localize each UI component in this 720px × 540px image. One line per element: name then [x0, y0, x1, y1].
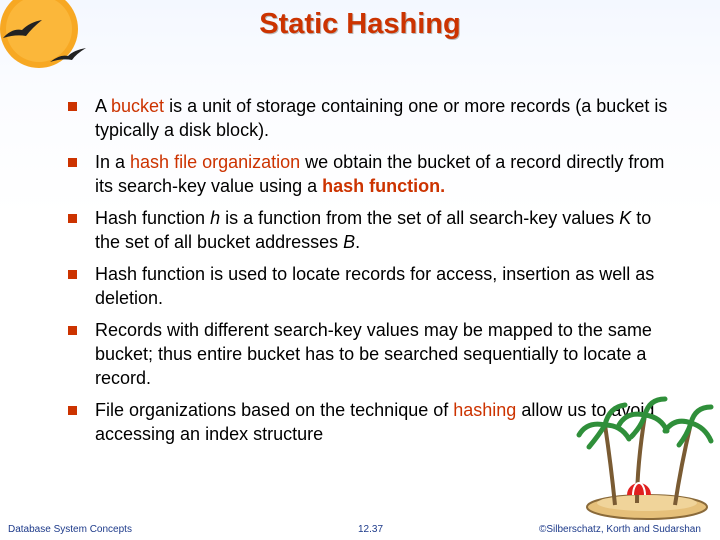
bullet-text: h [210, 208, 221, 228]
bullet-text: . [355, 232, 361, 252]
highlighted-term: hashing [453, 400, 517, 420]
bullet-item [68, 318, 668, 390]
square-bullet-icon [68, 270, 77, 279]
highlighted-term: bucket [111, 96, 165, 116]
bullet-text: we obtain the bucket of a record directly from its search-key value using a [95, 152, 665, 196]
bullet-text: is a unit of storage containing one or more records (a bucket is typically a disk block). [95, 96, 668, 140]
square-bullet-icon [68, 214, 77, 223]
bullet-text: A [95, 96, 112, 116]
highlighted-term: hash function. [322, 176, 446, 196]
bullet-text: Hash function [95, 208, 211, 228]
square-bullet-icon [68, 406, 77, 415]
bullet-item [68, 94, 668, 142]
bullet-text: File organizations based on the technique of [95, 400, 454, 420]
bullet-text: to the set of all bucket addresses [95, 208, 652, 252]
slide-title: Static Hashing [259, 8, 461, 40]
palm-island-icon [575, 395, 720, 530]
bullet-text: In a [95, 152, 131, 172]
highlighted-term: hash file organization [130, 152, 301, 172]
bullet-text: is a function from the set of all search-key values [220, 208, 620, 228]
bullet-text: Records with different search-key values may be mapped to the same bucket; thus entire bucket has to be searched sequentially to locate a record. [95, 320, 652, 388]
square-bullet-icon [68, 102, 77, 111]
bullet-item [68, 206, 668, 254]
footer-page-number: 12.37 [358, 524, 384, 535]
bullet-text: B [343, 232, 356, 252]
footer-copyright: ©Silberschatz, Korth and Sudarshan [539, 524, 701, 535]
bullet-item [68, 262, 668, 310]
bullet-text: K [619, 208, 632, 228]
bullet-text: Hash function is used to locate records for access, insertion as well as deletion. [95, 264, 655, 308]
footer-book-title: Database System Concepts [8, 524, 132, 535]
bullet-text: allow us to avoid accessing an index structure [95, 400, 655, 444]
square-bullet-icon [68, 158, 77, 167]
bullet-item [68, 150, 668, 198]
square-bullet-icon [68, 326, 77, 335]
